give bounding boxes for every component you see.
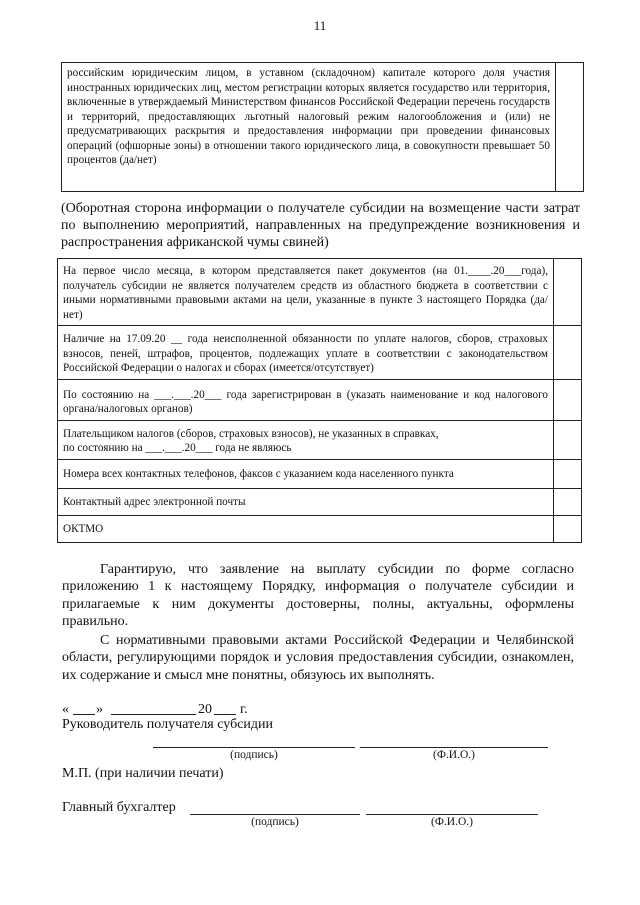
email-text: Контактный адрес электронной почты [63,495,246,508]
head-signature-field[interactable] [153,747,355,748]
answer-cell[interactable] [554,459,582,488]
table-row [58,326,582,380]
head-signature-caption: (подпись) [230,749,278,761]
phones-text: Номера всех контактных телефонов, факсов с указанием кода населенного пункта [63,467,454,480]
budget-funds-text: На первое число месяца, в котором представляется пакет документов (на 01.____.20___года), получатель субсидии не является получателем средств из областного бюджета в соответствии с иными нормативными правовыми актами на цели, указанные в пункте 3 настоящего Порядка (да/нет) [63,265,548,321]
oktmo-text: ОКТМО [63,522,104,535]
answer-cell[interactable] [554,259,582,326]
taxpayer-line-2: по состоянию на ___.___.20___ года не являюсь [63,442,292,454]
answer-cell[interactable] [554,420,582,459]
date-suffix: г. [240,702,248,717]
date-month-field[interactable] [111,714,196,715]
table-row [58,488,582,515]
guarantee-paragraph: Гарантирую, что заявление на выплату субсидии по форме согласно приложению 1 к настоящему Порядку, информация о получателе субсидии и прилагаемые к ним документы достоверны, полны, актуальны, оформлены правильно. [62,562,574,629]
accountant-fio-caption: (Ф.И.О.) [431,816,473,828]
taxpayer-line-1: Плательщиком налогов (сборов, страховых взносов), не указанных в справках, [63,427,439,440]
acknowledgement-paragraph: С нормативными правовыми актами Российской Федерации и Челябинской области, регулирующими порядок и условия предоставления субсидии, ознакомлен, их содержание и смысл мне понятны, обязуюсь их выполнять. [62,633,574,683]
date-close-quote: » [96,702,103,717]
answer-cell[interactable] [554,326,582,380]
table-row [58,420,582,459]
accountant-signature-caption: (подпись) [251,816,299,828]
head-fio-field[interactable] [360,747,548,748]
head-label: Руководитель получателя субсидии [62,717,274,732]
table-row [58,259,582,326]
table-row [58,379,582,420]
head-fio-caption: (Ф.И.О.) [433,749,475,761]
table-row [62,63,584,192]
date-year-prefix: 20 [198,702,212,717]
answer-cell[interactable] [554,488,582,515]
accountant-signature-field[interactable] [190,814,360,815]
answer-cell[interactable] [556,63,584,192]
accountant-fio-field[interactable] [366,814,538,815]
date-day-field[interactable] [73,714,95,715]
top-table [61,62,584,192]
tax-debt-text: Наличие на 17.09.20 __ года неисполненной обязанности по уплате налогов, сборов, страховых взносов, пеней, штрафов, процентов, подлежащих уплате в соответствии с законодательством Российской Федерации о налогах и сборах (имеется/отсутствует) [63,333,548,374]
accountant-label: Главный бухгалтер [62,800,176,815]
page-number: 11 [313,18,327,33]
answer-cell[interactable] [554,379,582,420]
offshore-condition-text: российским юридическим лицом, в уставном (складочном) капитале которого доля участия иностранных юридических лиц, местом регистрации которых является государство или территория, включенные в утверждаемый Министерством финансов Российской Федерации перечень государств и территорий, предоставляющих льготный налоговый режим налогообложения и (или) не предусматривающих раскрытия и предоставления информации при проведении финансовых операций (офшорные зоны) в отношении такого юридического лица, в совокупности превышает 50 процентов (да/нет) [67,67,550,166]
form-caption: (Оборотная сторона информации о получателе субсидии на возмещение части затрат по выполнению мероприятий, направленных на предупреждение возникновения и распространения африканской чумы свиней) [61,201,580,250]
table-row [58,459,582,488]
table-row [58,515,582,542]
stamp-label: М.П. (при наличии печати) [62,766,224,781]
tax-registration-text: По состоянию на ___.___.20___ года зарегистрирован в (указать наименование и код налогового органа/налоговых органов) [63,388,548,415]
date-year-field[interactable] [214,714,236,715]
recipient-info-table [57,258,582,543]
answer-cell[interactable] [554,515,582,542]
date-open-quote: « [62,702,69,717]
